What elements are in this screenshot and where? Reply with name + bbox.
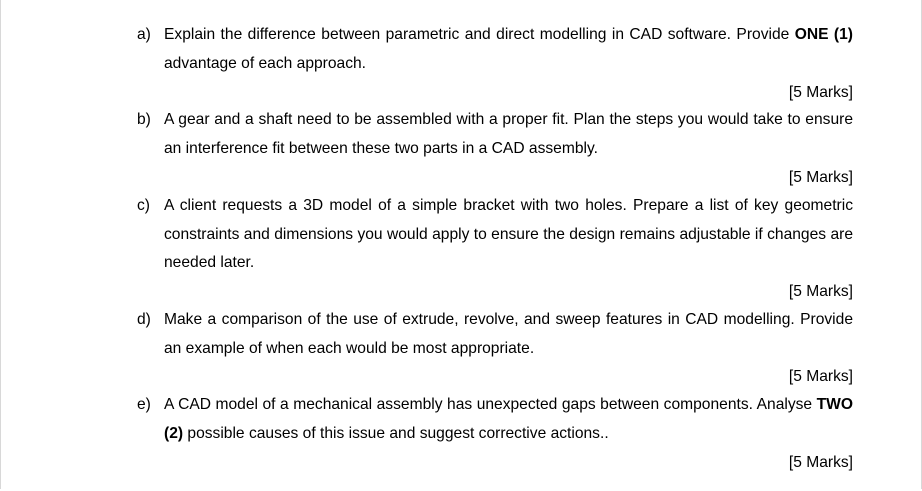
question-text-part: advantage of each approach. xyxy=(164,54,367,72)
marks-row-a xyxy=(137,83,853,103)
question-text-bold: ONE (1) xyxy=(794,26,853,43)
marks-label: [5 Marks] xyxy=(788,368,853,385)
marks-label: [5 Marks] xyxy=(788,169,853,186)
question-e xyxy=(137,391,853,448)
marks-label: [5 Marks] xyxy=(788,283,853,300)
marks-label: [5 Marks] xyxy=(788,84,853,101)
marks-row-d xyxy=(137,367,853,387)
question-a xyxy=(137,21,853,78)
question-letter: c) xyxy=(137,197,150,214)
question-text xyxy=(164,106,853,163)
question-text-bold: TWO (2) xyxy=(164,396,853,442)
question-d xyxy=(137,306,853,363)
question-text xyxy=(164,391,853,448)
question-text-part: A CAD model of a mechanical assembly has unexpected gaps between components. Analyse xyxy=(164,396,817,413)
question-text xyxy=(164,21,853,78)
question-text-part: A gear and a shaft need to be assembled with a proper fit. Plan the steps you would take to ensure an interference fit between these two parts in a CAD assembly. xyxy=(164,111,853,157)
question-letter: e) xyxy=(137,396,151,413)
question-text-part: Make a comparison of the use of extrude, revolve, and sweep features in CAD modelling. Provide an example of when each would be most appropriate. xyxy=(164,311,853,357)
question-b xyxy=(137,106,853,163)
question-text xyxy=(164,306,853,363)
question-text-part: A client requests a 3D model of a simple bracket with two holes. Prepare a list of key geometric constraints and dimensions you would apply to ensure the design remains adjustable if changes are needed later. xyxy=(164,197,853,271)
marks-label: [5 Marks] xyxy=(788,454,853,471)
question-text-part: Explain the difference between parametric and direct modelling in CAD software. Provide xyxy=(164,26,795,43)
marks-row-b xyxy=(137,168,853,188)
question-text xyxy=(164,192,853,278)
marks-row-e xyxy=(137,453,853,473)
marks-row-c xyxy=(137,282,853,302)
question-c xyxy=(137,192,853,278)
question-text-part: possible causes of this issue and suggest corrective actions.. xyxy=(183,424,609,442)
question-letter: b) xyxy=(137,111,151,128)
question-letter: a) xyxy=(137,26,151,43)
question-letter: d) xyxy=(137,311,151,328)
